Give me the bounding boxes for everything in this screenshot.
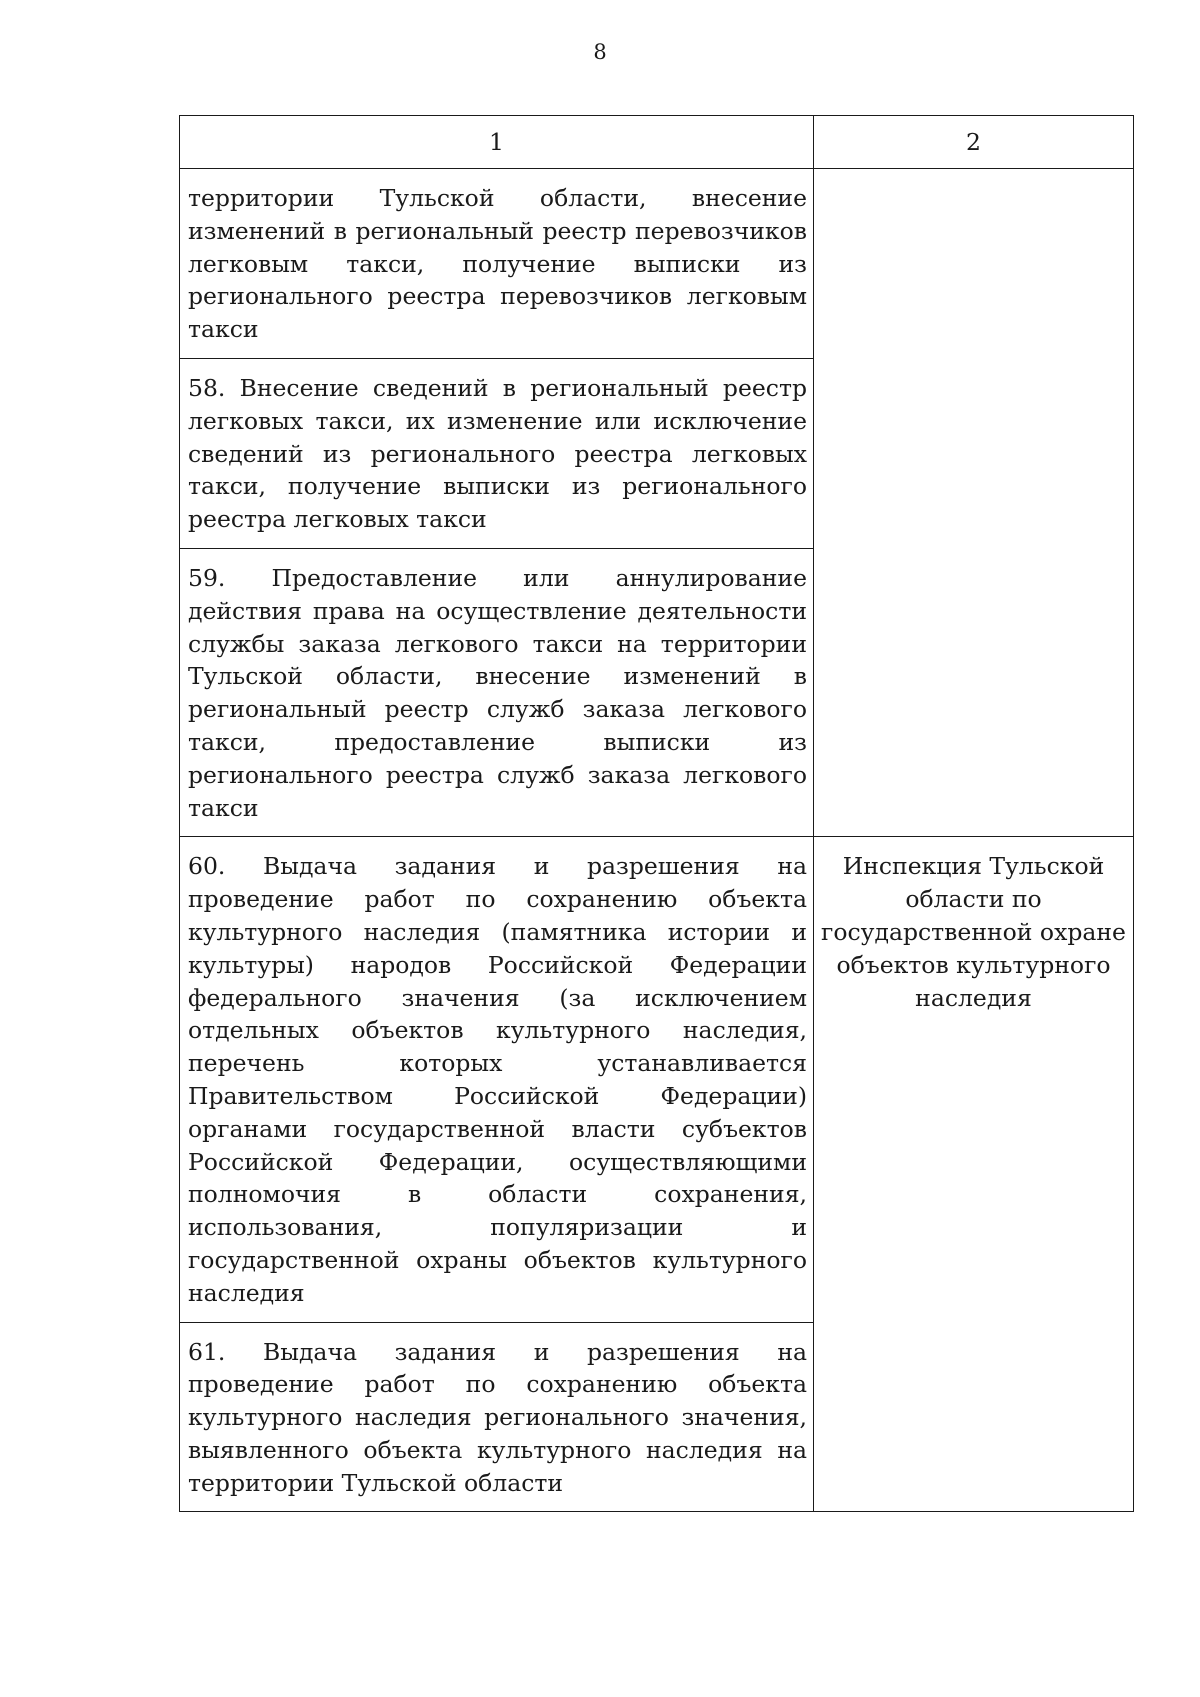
service-cell-continued: территории Тульской области, внесение изменений в региональный реестр перевозчиков легковым такси, получение выписки из регионального реестра перевозчиков легковым такси xyxy=(180,169,814,359)
service-cell-60: 60. Выдача задания и разрешения на проведение работ по сохранению объекта культурного наследия (памятника истории и культуры) народов Российской Федерации федерального значения (за исключением отдельных объектов культурного наследия, перечень которых устанавливается Правительством Российской Федерации) органами государственной власти субъектов Российской Федерации, осуществляющими полномочия в области сохранения, использования, популяризации и государственной охраны объектов культурного наследия xyxy=(180,837,814,1322)
authority-cell-heritage: Инспекция Тульской области по государственной охране объектов культурного наследия xyxy=(814,837,1134,1512)
column-header-2: 2 xyxy=(814,116,1134,169)
services-table xyxy=(179,115,1134,1512)
table-row xyxy=(180,837,1134,1322)
table-row xyxy=(180,169,1134,359)
column-header-1: 1 xyxy=(180,116,814,169)
service-cell-58: 58. Внесение сведений в региональный реестр легковых такси, их изменение или исключение сведений из регионального реестра легковых такси, получение выписки из регионального реестра легковых такси xyxy=(180,358,814,548)
service-cell-59: 59. Предоставление или аннулирование действия права на осуществление деятельности службы заказа легкового такси на территории Тульской области, внесение изменений в региональный реестр служб заказа легкового такси, предоставление выписки из регионального реестра служб заказа легкового такси xyxy=(180,548,814,836)
authority-cell-transport xyxy=(814,169,1134,837)
service-cell-61: 61. Выдача задания и разрешения на проведение работ по сохранению объекта культурного наследия регионального значения, выявленного объекта культурного наследия на территории Тульской области xyxy=(180,1322,814,1512)
table-header-row xyxy=(180,116,1134,169)
page-number: 8 xyxy=(593,40,607,64)
